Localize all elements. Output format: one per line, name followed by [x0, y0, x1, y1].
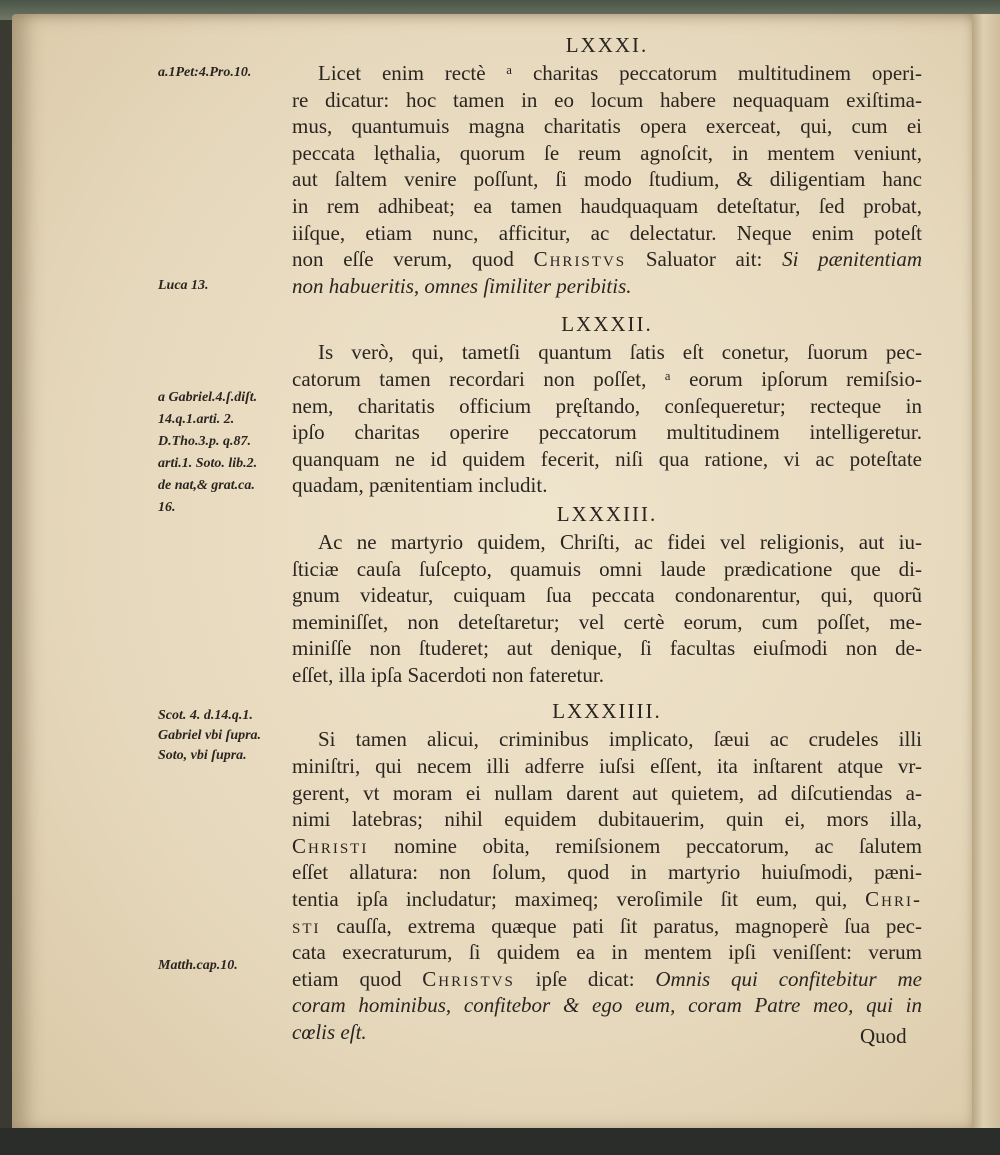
text-segment: Ac ne martyrio quidem, Chriſti, ac fidei vel religionis, aut iu- — [318, 529, 922, 554]
text-segment: iiſque, etiam nunc, afficitur, ac delectatur. Neque enim poteſt — [292, 220, 922, 245]
text-line — [292, 419, 922, 446]
text-line — [292, 339, 922, 366]
section — [292, 696, 922, 1045]
text-segment: catorum tamen recordari non poſſet, ᵃ eorum ipſorum remiſsio- — [292, 366, 922, 391]
margin-note-line: a.1Pet:4.Pro.10. — [158, 65, 252, 80]
text-segment: miniſtri, qui necem illi adferre iuſsi eſſent, ita inſtarent atque vr- — [292, 754, 922, 779]
section-heading: LXXXII. — [561, 312, 653, 337]
text-segment: nomine obita, remiſsionem peccatorum, ac ſalutem — [368, 833, 922, 858]
text-line — [292, 992, 922, 1019]
text-segment: Christvs — [533, 247, 627, 272]
text-segment: mus, quantumuis magna charitatis opera exerceat, qui, cum ei — [292, 114, 922, 139]
margin-note — [158, 706, 261, 766]
text-segment: ipſe dicat: — [514, 966, 656, 991]
text-line — [292, 913, 922, 940]
margin-note-line: Scot. 4. d.14.q.1. — [158, 708, 253, 723]
margin-note-line: Gabriel vbi ſupra. — [158, 728, 262, 743]
text-line — [292, 780, 922, 807]
text-segment: non habueritis, omnes ſimiliter peribitis. — [292, 273, 632, 298]
section-heading: LXXXIII. — [556, 501, 658, 526]
text-line — [292, 886, 922, 913]
text-line — [292, 726, 922, 753]
catchword: Quod — [860, 1024, 907, 1048]
text-segment: coram hominibus, confitebor & ego eum, coram Patre meo, qui in — [292, 993, 922, 1018]
text-line — [292, 87, 922, 114]
text-segment: eſſet, illa ipſa Sacerdoti non fateretur. — [292, 662, 604, 687]
text-line — [292, 806, 922, 833]
margin-note-line: de nat,& grat.ca. — [158, 478, 255, 493]
section-heading: LXXXI. — [565, 33, 649, 57]
text-segment: gerent, vt moram ei nullam darent aut quietem, ad diſcutiendas a- — [292, 780, 922, 805]
text-segment: nimi latebras; nihil equidem dubitauerim, quin ei, mors illa, — [292, 807, 922, 832]
book-bottom-edge — [0, 1128, 1000, 1155]
margin-note-line: a Gabriel.4.ſ.diſt. — [158, 390, 258, 405]
text-segment: ipſo charitas operire peccatorum multitudinem intelligeretur. — [292, 420, 922, 445]
text-segment: Christvs — [422, 966, 515, 991]
text-segment: Is verò, qui, tametſi quantum ſatis eſt conetur, ſuorum pec- — [318, 340, 922, 365]
text-line — [292, 366, 922, 393]
main-text-column — [292, 30, 922, 1046]
text-segment: eſſet allatura: non ſolum, quod in martyrio huiuſmodi, pæni- — [292, 860, 922, 885]
text-segment: in rem adhibeat; ea tamen haudquaquam deteſtatur, ſed probat, — [292, 193, 922, 218]
text-line — [292, 556, 922, 583]
text-line — [292, 833, 922, 860]
text-segment: Si pænitentiam — [782, 247, 922, 272]
margin-note-line: Soto, vbi ſupra. — [158, 748, 247, 763]
text-segment: gnum videatur, cuiquam ſua peccata condonarentur, qui, quorũ — [292, 583, 922, 608]
text-segment: etiam quod — [292, 966, 423, 991]
next-page-edge — [972, 14, 1000, 1132]
text-line — [292, 393, 922, 420]
text-segment: quadam, pænitentiam includit. — [292, 473, 548, 498]
margin-note — [158, 275, 209, 297]
text-segment: Omnis qui confitebitur me — [655, 966, 922, 991]
text-segment: cata execraturum, ſi quidem ea in mentem ipſi veniſſent: verum — [292, 940, 922, 965]
text-line — [292, 113, 922, 140]
text-line — [292, 859, 922, 886]
text-line — [292, 220, 922, 247]
text-line — [292, 1019, 922, 1046]
text-segment: Christi — [292, 833, 369, 858]
text-segment: peccata lęthalia, quorum ſe reum agnoſcit, in mentem veniunt, — [292, 140, 922, 165]
text-line — [292, 140, 922, 167]
text-segment: non eſſe verum, quod — [292, 247, 534, 272]
text-line — [292, 966, 922, 993]
text-line — [292, 193, 922, 220]
text-segment: quanquam ne id quidem fecerit, niſi qua ratione, vi ac poteſtate — [292, 446, 922, 471]
text-segment: meminiſſet, non deteſtaretur; vel certè eorum, cum poſſet, me- — [292, 609, 922, 634]
margin-note-line: Matth.cap.10. — [158, 958, 238, 973]
text-line — [292, 609, 922, 636]
text-line — [292, 529, 922, 556]
text-segment: aut ſaltem venire poſſunt, ſi modo ſtudium, & diligentiam hanc — [292, 167, 922, 192]
section — [292, 499, 922, 689]
section — [292, 30, 922, 299]
text-segment: ſticiæ cauſa ſuſcepto, quamuis omni laude prædicatione que di- — [292, 556, 922, 581]
margin-note — [158, 62, 251, 84]
text-line — [292, 635, 922, 662]
section-heading: LXXXIIII. — [552, 699, 662, 724]
text-line — [292, 939, 922, 966]
margin-note — [158, 955, 238, 977]
text-line — [292, 60, 922, 87]
text-segment: sti — [292, 913, 321, 938]
text-line — [292, 753, 922, 780]
text-segment: miniſſe non ſtuderet; aut denique, ſi facultas eiuſmodi non de- — [292, 636, 922, 661]
text-segment: nem, charitatis officium pręſtando, conſequeretur; recteque in — [292, 393, 922, 418]
text-line — [292, 662, 922, 689]
margin-note-line: 16. — [158, 500, 176, 515]
text-segment: Chri- — [865, 887, 922, 912]
text-line — [292, 273, 922, 300]
text-line — [292, 582, 922, 609]
text-line — [292, 166, 922, 193]
text-line — [292, 246, 922, 273]
text-line — [292, 446, 922, 473]
margin-note-line: D.Tho.3.p. q.87. — [158, 434, 251, 449]
text-segment: cœlis eſt. — [292, 1020, 367, 1044]
text-line — [292, 472, 922, 499]
margin-note-line: Luca 13. — [158, 278, 209, 293]
margin-note — [158, 387, 257, 519]
text-segment: re dicatur: hoc tamen in eo locum habere nequaquam exiſtima- — [292, 87, 922, 112]
margin-note-line: 14.q.1.arti. 2. — [158, 412, 235, 427]
text-segment: cauſſa, extrema quæque pati ſit paratus, magnoperè ſua pec- — [320, 913, 922, 938]
text-segment: Si tamen alicui, criminibus implicato, ſæui ac crudeles illi — [318, 727, 922, 752]
margin-note-line: arti.1. Soto. lib.2. — [158, 456, 258, 471]
section — [292, 309, 922, 499]
text-segment: tentia ipſa includatur; maximeq; veroſimile ſit eum, qui, — [292, 887, 866, 912]
text-segment: Licet enim rectè ᵃ charitas peccatorum multitudinem operi- — [318, 61, 922, 85]
text-segment: Saluator ait: — [626, 247, 783, 272]
